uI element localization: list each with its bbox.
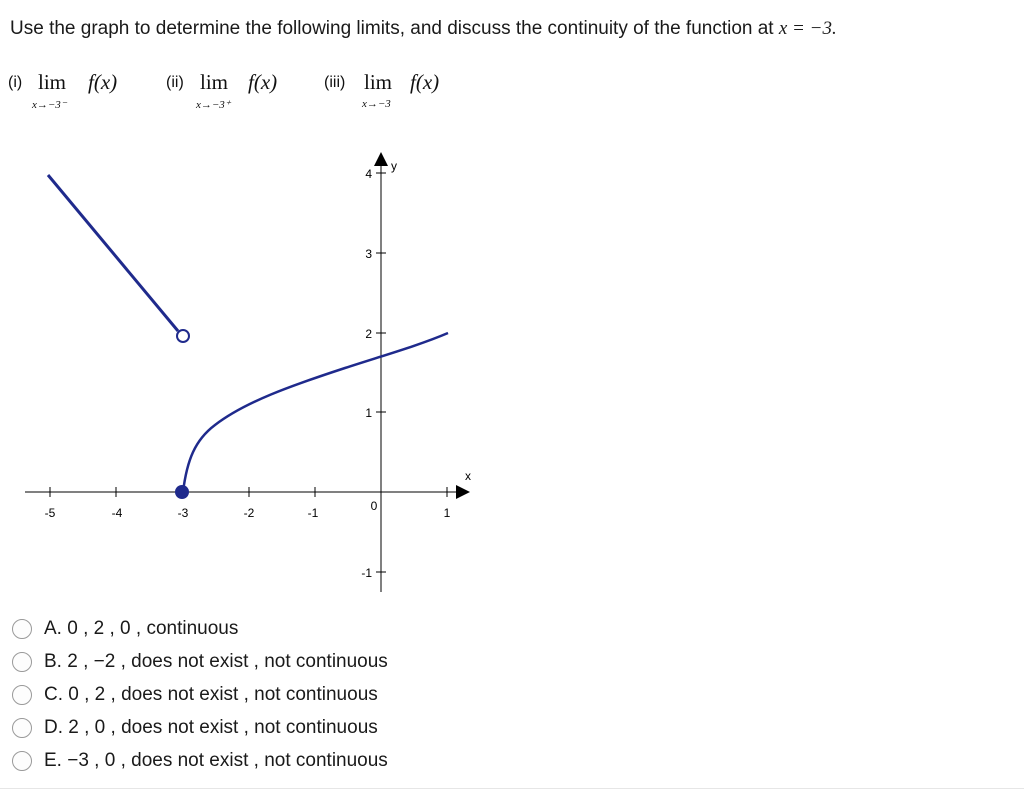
limits-row: [8, 70, 608, 120]
x-tick-label: -3: [177, 506, 189, 520]
open-circle-point: [177, 330, 189, 342]
y-axis-arrow: [374, 152, 388, 166]
radio-a[interactable]: [12, 619, 32, 639]
option-c-text: [44, 684, 378, 706]
x-tick-label: -2: [243, 506, 255, 520]
right-sqrt-piece: [183, 333, 448, 492]
limit-i-label: (i): [8, 74, 23, 91]
limit-iii-lim: lim: [364, 70, 393, 94]
option-a-text: [44, 618, 238, 640]
x-tick-label: 1: [443, 506, 451, 520]
option-e-letter: E.: [44, 749, 62, 771]
option-d-letter: D.: [44, 716, 63, 738]
x-tick-label: -4: [111, 506, 123, 520]
option-e-text: [44, 750, 388, 772]
y-ticks: [361, 167, 386, 580]
limit-ii-label: (ii): [166, 74, 184, 91]
limit-iii-sub: x→−3: [362, 98, 391, 110]
radio-b[interactable]: [12, 652, 32, 672]
left-linear-piece: [48, 175, 178, 331]
limit-iii-label: (iii): [324, 74, 346, 91]
limit-ii-func: f(x): [248, 70, 278, 94]
x-axis-label: x: [465, 469, 471, 483]
option-c-letter: C.: [44, 683, 63, 705]
x-tick-label: 0: [370, 499, 378, 513]
y-tick-label: -1: [361, 566, 372, 580]
radio-d[interactable]: [12, 718, 32, 738]
bottom-divider: [0, 788, 1024, 789]
option-c[interactable]: [12, 678, 388, 711]
option-d[interactable]: [12, 711, 388, 744]
y-axis-label: y: [391, 159, 397, 173]
question-text: [10, 18, 837, 40]
limit-i-func: f(x): [88, 70, 118, 94]
closed-circle-point: [175, 485, 189, 499]
option-b-letter: B.: [44, 650, 62, 672]
option-c-answer: 0 , 2 , does not exist , not continuous: [68, 683, 378, 705]
option-e-answer: −3 , 0 , does not exist , not continuous: [67, 749, 388, 771]
option-e[interactable]: [12, 744, 388, 777]
question-equation: x = −3.: [778, 18, 837, 39]
limit-iii-func: f(x): [410, 70, 440, 94]
x-axis-arrow: [456, 485, 470, 499]
answer-options: [12, 612, 388, 777]
option-a-answer: 0 , 2 , 0 , continuous: [67, 617, 239, 639]
option-b[interactable]: [12, 645, 388, 678]
option-b-text: [44, 651, 388, 673]
limit-i-lim: lim: [38, 70, 67, 94]
option-b-answer: 2 , −2 , does not exist , not continuous: [67, 650, 388, 672]
limit-ii-lim: lim: [200, 70, 229, 94]
radio-e[interactable]: [12, 751, 32, 771]
question-prompt: Use the graph to determine the following limits, and discuss the continuity of the function at: [10, 18, 774, 39]
x-tick-label: -5: [44, 506, 56, 520]
y-tick-label: 4: [365, 167, 372, 181]
radio-c[interactable]: [12, 685, 32, 705]
x-tick-label: -1: [307, 506, 319, 520]
y-tick-label: 1: [365, 406, 372, 420]
function-graph: [0, 140, 500, 602]
limit-i-sub: x→−3⁻: [32, 99, 67, 111]
option-a[interactable]: [12, 612, 388, 645]
y-tick-label: 3: [365, 247, 372, 261]
limit-ii-sub: x→−3⁺: [196, 99, 231, 111]
option-d-answer: 2 , 0 , does not exist , not continuous: [68, 716, 378, 738]
y-tick-label: 2: [365, 327, 372, 341]
option-d-text: [44, 717, 378, 739]
option-a-letter: A.: [44, 617, 62, 639]
